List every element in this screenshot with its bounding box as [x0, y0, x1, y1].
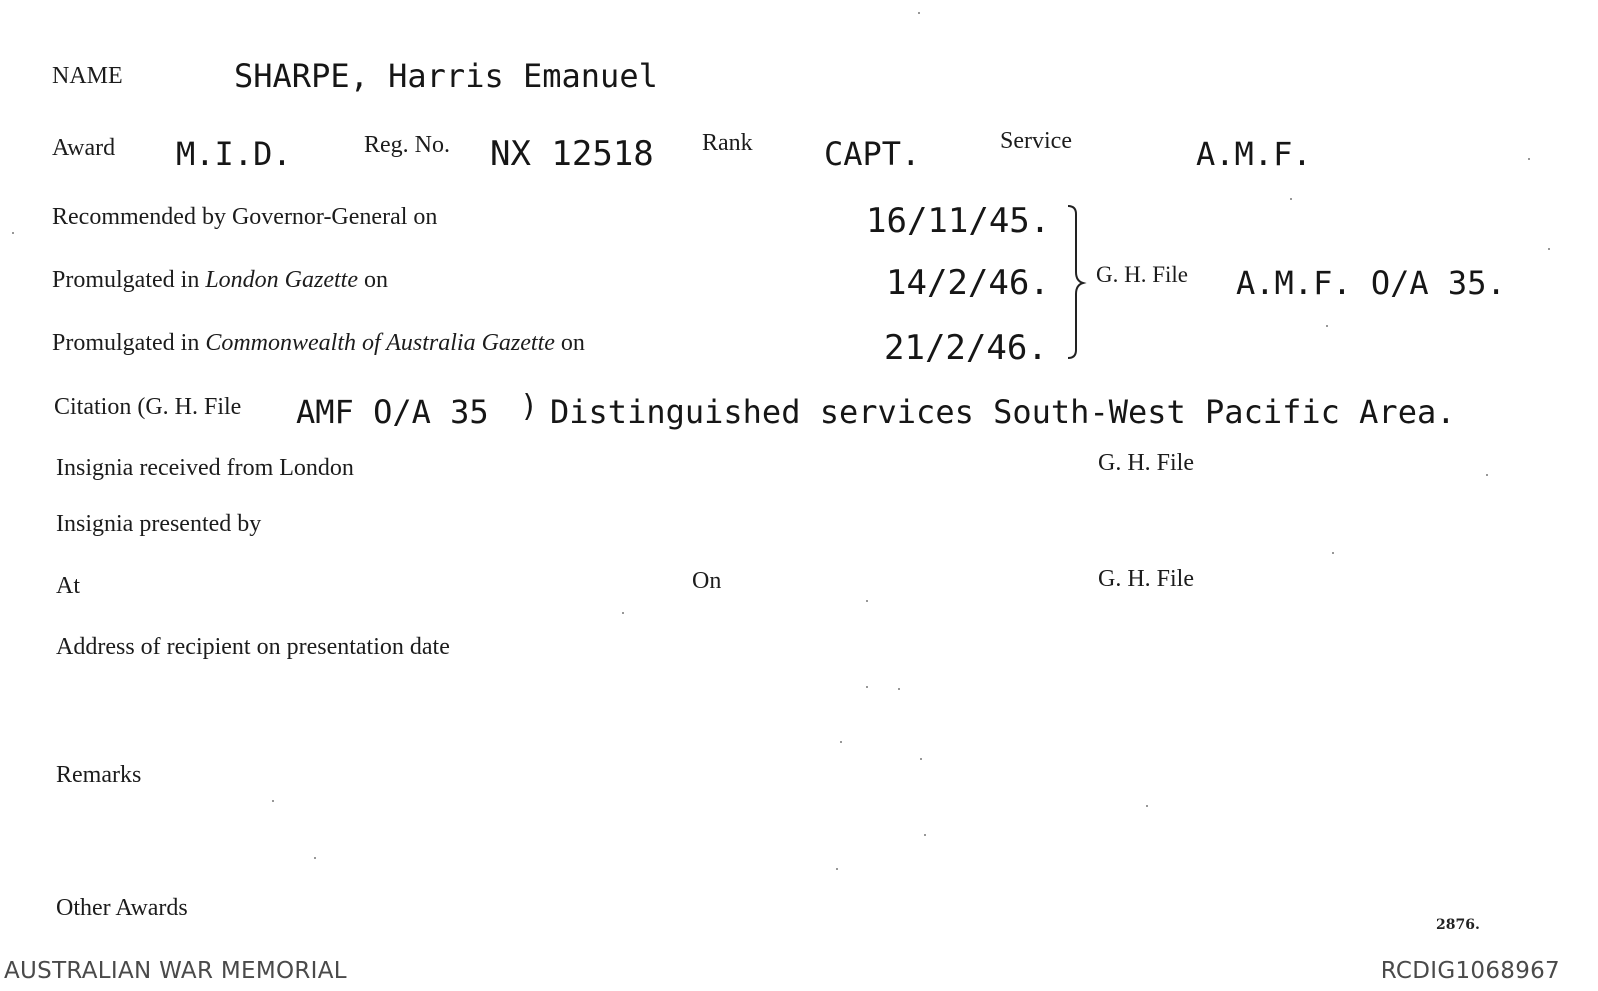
citation-text: Distinguished services South-West Pacific Area.: [550, 393, 1456, 431]
gh-file-value: A.M.F. O/A 35.: [1236, 264, 1506, 302]
gh-file-label: G. H. File: [1096, 262, 1188, 287]
footer-record-id: RCDIG1068967: [1380, 958, 1560, 984]
scan-speck: [1486, 474, 1488, 476]
cwlth-prefix: Promulgated in: [52, 330, 200, 356]
scan-speck: [920, 758, 922, 760]
regno-label: Reg. No.: [364, 132, 450, 158]
rank-value: CAPT.: [824, 135, 921, 173]
service-value: A.M.F.: [1196, 135, 1312, 173]
insignia-presented-label: Insignia presented by: [56, 511, 262, 537]
footer-institution: AUSTRALIAN WAR MEMORIAL: [4, 958, 347, 984]
cwlth-gazette-title: Commonwealth of Australia Gazette: [205, 330, 555, 356]
at-label: At: [56, 573, 80, 599]
scan-speck: [622, 612, 624, 614]
citation-label: Citation (G. H. File: [54, 394, 242, 420]
cwlth-gazette-line: [52, 331, 585, 355]
scan-speck: [314, 857, 316, 859]
scan-speck: [918, 12, 920, 14]
cwlth-suffix: on: [560, 330, 585, 356]
scan-speck: [898, 688, 900, 690]
at-gh-file: G. H. File: [1098, 566, 1194, 592]
insignia-received-label: Insignia received from London: [56, 455, 354, 481]
scan-speck: [1290, 198, 1292, 200]
recommended-date: 16/11/45.: [866, 201, 1051, 241]
scan-speck: [866, 600, 868, 602]
award-label: Award: [52, 135, 116, 161]
rank-label: Rank: [702, 130, 753, 156]
name-label: NAME: [52, 63, 123, 89]
scan-speck: [12, 232, 14, 234]
london-prefix: Promulgated in: [52, 267, 200, 293]
cwlth-date: 21/2/46.: [884, 328, 1048, 368]
other-awards-label: Other Awards: [56, 895, 188, 921]
regno-value: NX 12518: [490, 134, 654, 174]
form-number: 2876.: [1436, 917, 1480, 933]
date-group-bracket: [1066, 204, 1088, 362]
scan-speck: [1146, 805, 1148, 807]
insignia-received-gh-file: G. H. File: [1098, 450, 1194, 476]
london-suffix: on: [364, 267, 388, 293]
scan-speck: [840, 741, 842, 743]
scan-speck: [924, 834, 926, 836]
citation-file: AMF O/A 35: [296, 393, 489, 431]
scan-speck: [1326, 325, 1328, 327]
remarks-label: Remarks: [56, 762, 142, 788]
citation-close-paren: ): [520, 389, 539, 424]
name-value: SHARPE, Harris Emanuel: [234, 57, 658, 95]
award-value: M.I.D.: [176, 135, 292, 173]
on-label: On: [692, 568, 722, 594]
scan-speck: [272, 800, 274, 802]
london-date: 14/2/46.: [886, 263, 1050, 303]
recommended-label: Recommended by Governor-General on: [52, 204, 438, 230]
address-label: Address of recipient on presentation date: [56, 634, 450, 660]
london-gazette-line: [52, 268, 388, 292]
scan-speck: [1528, 158, 1530, 160]
london-gazette-title: London Gazette: [205, 267, 358, 293]
service-label: Service: [1000, 128, 1072, 154]
scan-speck: [1332, 552, 1334, 554]
scan-speck: [866, 686, 868, 688]
scan-speck: [1548, 248, 1550, 250]
scan-speck: [836, 868, 838, 870]
